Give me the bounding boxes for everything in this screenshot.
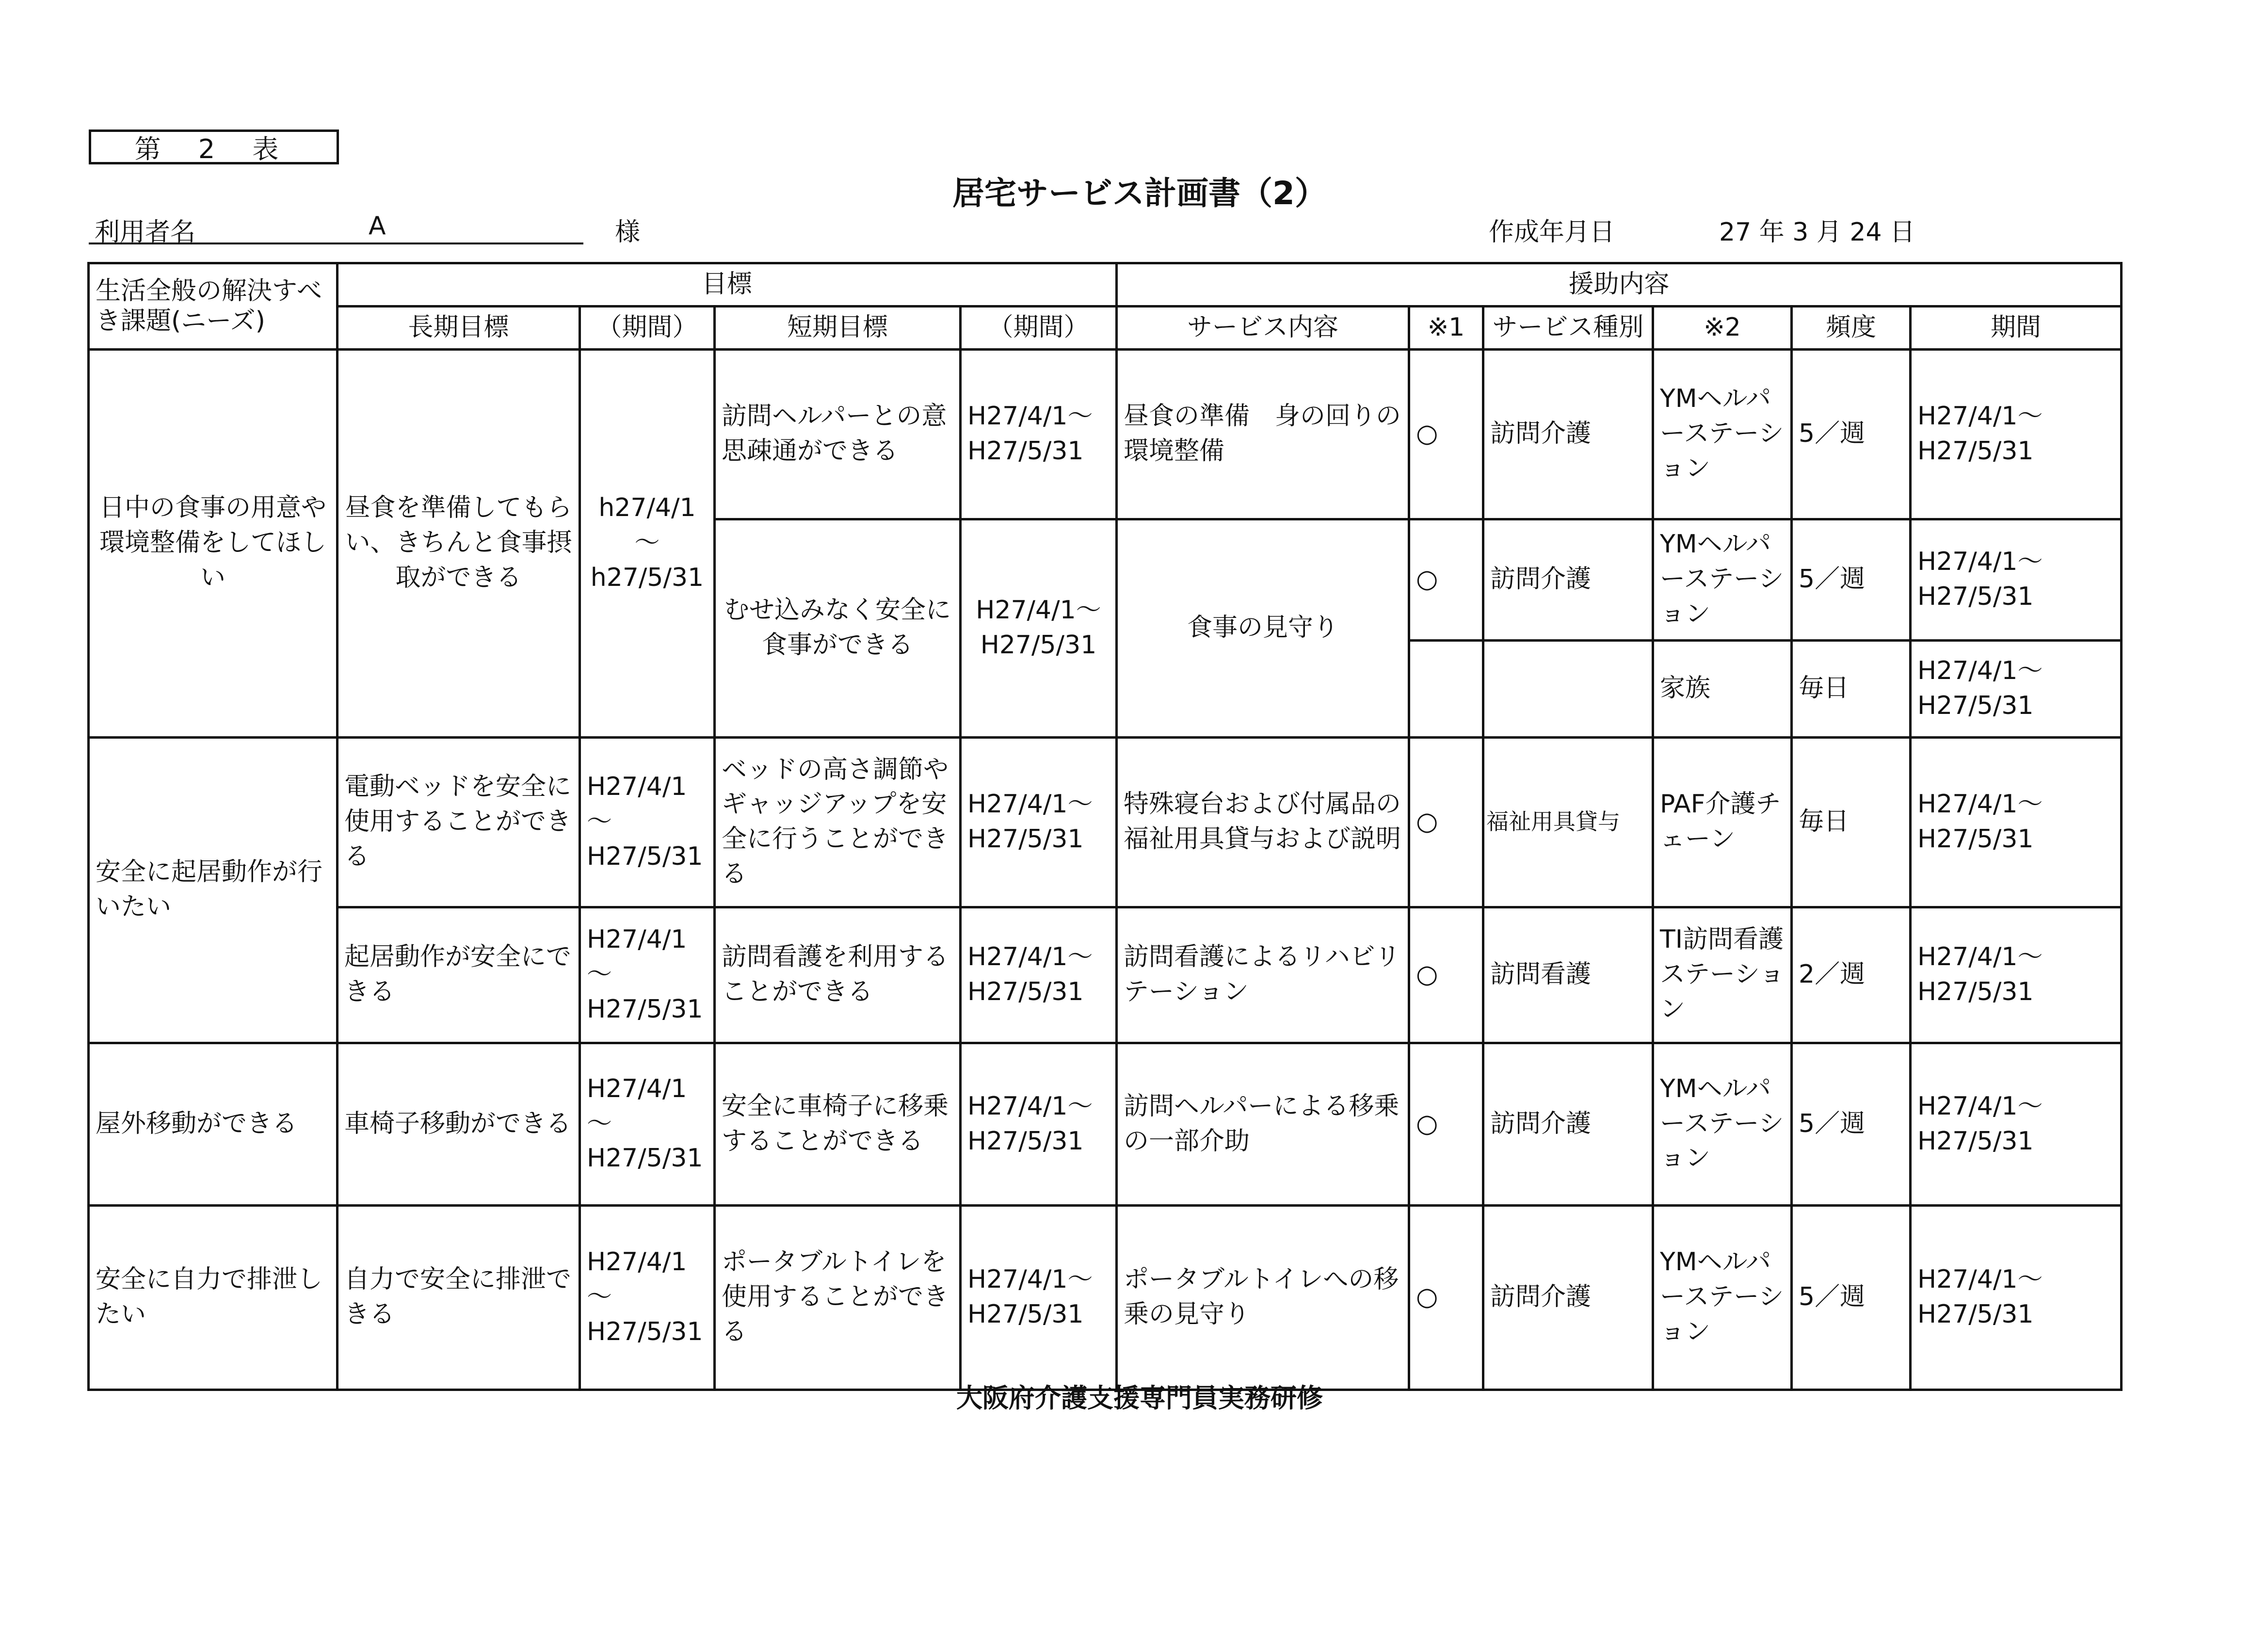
short-goal-cell: 安全に車椅子に移乗することができる [715,1043,961,1205]
short-goal-cell: 訪問ヘルパーとの意思疎通ができる [715,349,961,519]
service-type-cell: 訪問介護 [1483,1043,1653,1205]
header-goals: 目標 [338,263,1117,307]
short-goal-cell: 訪問看護を利用することができる [715,907,961,1043]
need-cell: 安全に自力で排泄したい [89,1205,338,1390]
provider-cell: YMヘルパーステーション [1653,1043,1792,1205]
header-frequency: 頻度 [1792,306,1911,349]
header-mark2: ※2 [1653,306,1792,349]
mark1-circle: ○ [1409,907,1483,1043]
mark1-circle: ○ [1409,1043,1483,1205]
frequency-cell: 毎日 [1792,737,1911,907]
page-title: 居宅サービス計画書（2） [952,175,1327,212]
header-duration: 期間 [1911,306,2122,349]
frequency-cell: 2／週 [1792,907,1911,1043]
duration-cell: H27/4/1～ H27/5/31 [1911,1043,2122,1205]
header-row-2 [89,306,2122,349]
header-service-type: サービス種別 [1483,306,1653,349]
long-period-cell: H27/4/1 ～ H27/5/31 [580,1205,715,1390]
frequency-cell: 5／週 [1792,349,1911,519]
service-type-cell: 訪問看護 [1483,907,1653,1043]
provider-cell: PAF介護チェーン [1653,737,1792,907]
provider-cell: YMヘルパーステーション [1653,1205,1792,1390]
long-period-cell: H27/4/1 ～ H27/5/31 [580,737,715,907]
duration-cell: H27/4/1～ H27/5/31 [1911,349,2122,519]
mark1-circle: ○ [1409,1205,1483,1390]
mark1-circle: ○ [1409,737,1483,907]
service-content-cell: ポータブルトイレへの移乗の見守り [1117,1205,1409,1390]
table-row [89,1043,2122,1205]
long-period-cell: H27/4/1 ～ H27/5/31 [580,907,715,1043]
long-goal-cell: 自力で安全に排泄できる [338,1205,580,1390]
provider-cell: YMヘルパーステーション [1653,519,1792,640]
header-row-1 [89,263,2122,307]
long-period-cell: h27/4/1 ～ h27/5/31 [580,349,715,737]
short-period-cell: H27/4/1～ H27/5/31 [961,1043,1117,1205]
created-date-value: 27 年 3 月 24 日 [1719,218,1915,247]
mark1-circle: ○ [1409,349,1483,519]
need-cell: 安全に起居動作が行いたい [89,737,338,1043]
service-content-cell: 訪問ヘルパーによる移乗の一部介助 [1117,1043,1409,1205]
short-goal-cell: ポータブルトイレを使用することができる [715,1205,961,1390]
header-mark1: ※1 [1409,306,1483,349]
table-row [89,737,2122,907]
service-type-cell: 訪問介護 [1483,1205,1653,1390]
long-goal-cell: 電動ベッドを安全に使用することができる [338,737,580,907]
provider-cell: 家族 [1653,640,1792,737]
honorific: 様 [615,218,641,247]
frequency-cell: 5／週 [1792,519,1911,640]
short-period-cell: H27/4/1～ H27/5/31 [961,907,1117,1043]
short-period-cell: H27/4/1～ H27/5/31 [961,737,1117,907]
created-date-label: 作成年月日 [1489,218,1615,247]
service-content-cell: 訪問看護によるリハビリテーション [1117,907,1409,1043]
service-content-cell: 食事の見守り [1117,519,1409,737]
duration-cell: H27/4/1～ H27/5/31 [1911,907,2122,1043]
long-goal-cell: 起居動作が安全にできる [338,907,580,1043]
short-period-cell: H27/4/1～ H27/5/31 [961,349,1117,519]
header-assist: 援助内容 [1117,263,2122,307]
service-content-cell: 昼食の準備 身の回りの環境整備 [1117,349,1409,519]
service-type-cell: 訪問介護 [1483,519,1653,640]
provider-cell: TI訪問看護ステーション [1653,907,1792,1043]
need-cell: 日中の食事の用意や環境整備をしてほしい [89,349,338,737]
header-short-goal: 短期目標 [715,306,961,349]
header-short-period: （期間） [961,306,1117,349]
user-name-label: 利用者名 [95,218,196,247]
need-cell: 屋外移動ができる [89,1043,338,1205]
service-type-empty [1483,640,1653,737]
frequency-cell: 5／週 [1792,1043,1911,1205]
long-goal-cell: 昼食を準備してもらい、きちんと食事摂取ができる [338,349,580,737]
frequency-cell: 毎日 [1792,640,1911,737]
user-name-underline [89,242,583,244]
service-plan-table [87,262,2123,1391]
frequency-cell: 5／週 [1792,1205,1911,1390]
form-number: 第 2 表 [89,129,339,164]
short-goal-cell: ベッドの高さ調節やギャッジアップを安全に行うことができる [715,737,961,907]
duration-cell: H27/4/1～ H27/5/31 [1911,519,2122,640]
duration-cell: H27/4/1～ H27/5/31 [1911,737,2122,907]
table-row [89,349,2122,519]
mark1-empty [1409,640,1483,737]
short-period-cell: H27/4/1～ H27/5/31 [961,519,1117,737]
table-row [89,907,2122,1043]
header-long-goal: 長期目標 [338,306,580,349]
header-needs: 生活全般の解決すべき課題(ニーズ) [89,263,338,350]
short-period-cell: H27/4/1～ H27/5/31 [961,1205,1117,1390]
duration-cell: H27/4/1～ H27/5/31 [1911,640,2122,737]
header-long-period: （期間） [580,306,715,349]
user-name-value: A [369,211,386,241]
service-type-cell: 福祉用具貸与 [1483,737,1653,907]
table-row [89,1205,2122,1390]
service-content-cell: 特殊寝台および付属品の福祉用具貸与および説明 [1117,737,1409,907]
service-type-cell: 訪問介護 [1483,349,1653,519]
provider-cell: YMヘルパーステーション [1653,349,1792,519]
mark1-circle: ○ [1409,519,1483,640]
duration-cell: H27/4/1～ H27/5/31 [1911,1205,2122,1390]
long-goal-cell: 車椅子移動ができる [338,1043,580,1205]
header-service-content: サービス内容 [1117,306,1409,349]
footer-organization: 大阪府介護支援専門員実務研修 [956,1383,1323,1413]
long-period-cell: H27/4/1 ～ H27/5/31 [580,1043,715,1205]
short-goal-cell: むせ込みなく安全に食事ができる [715,519,961,737]
